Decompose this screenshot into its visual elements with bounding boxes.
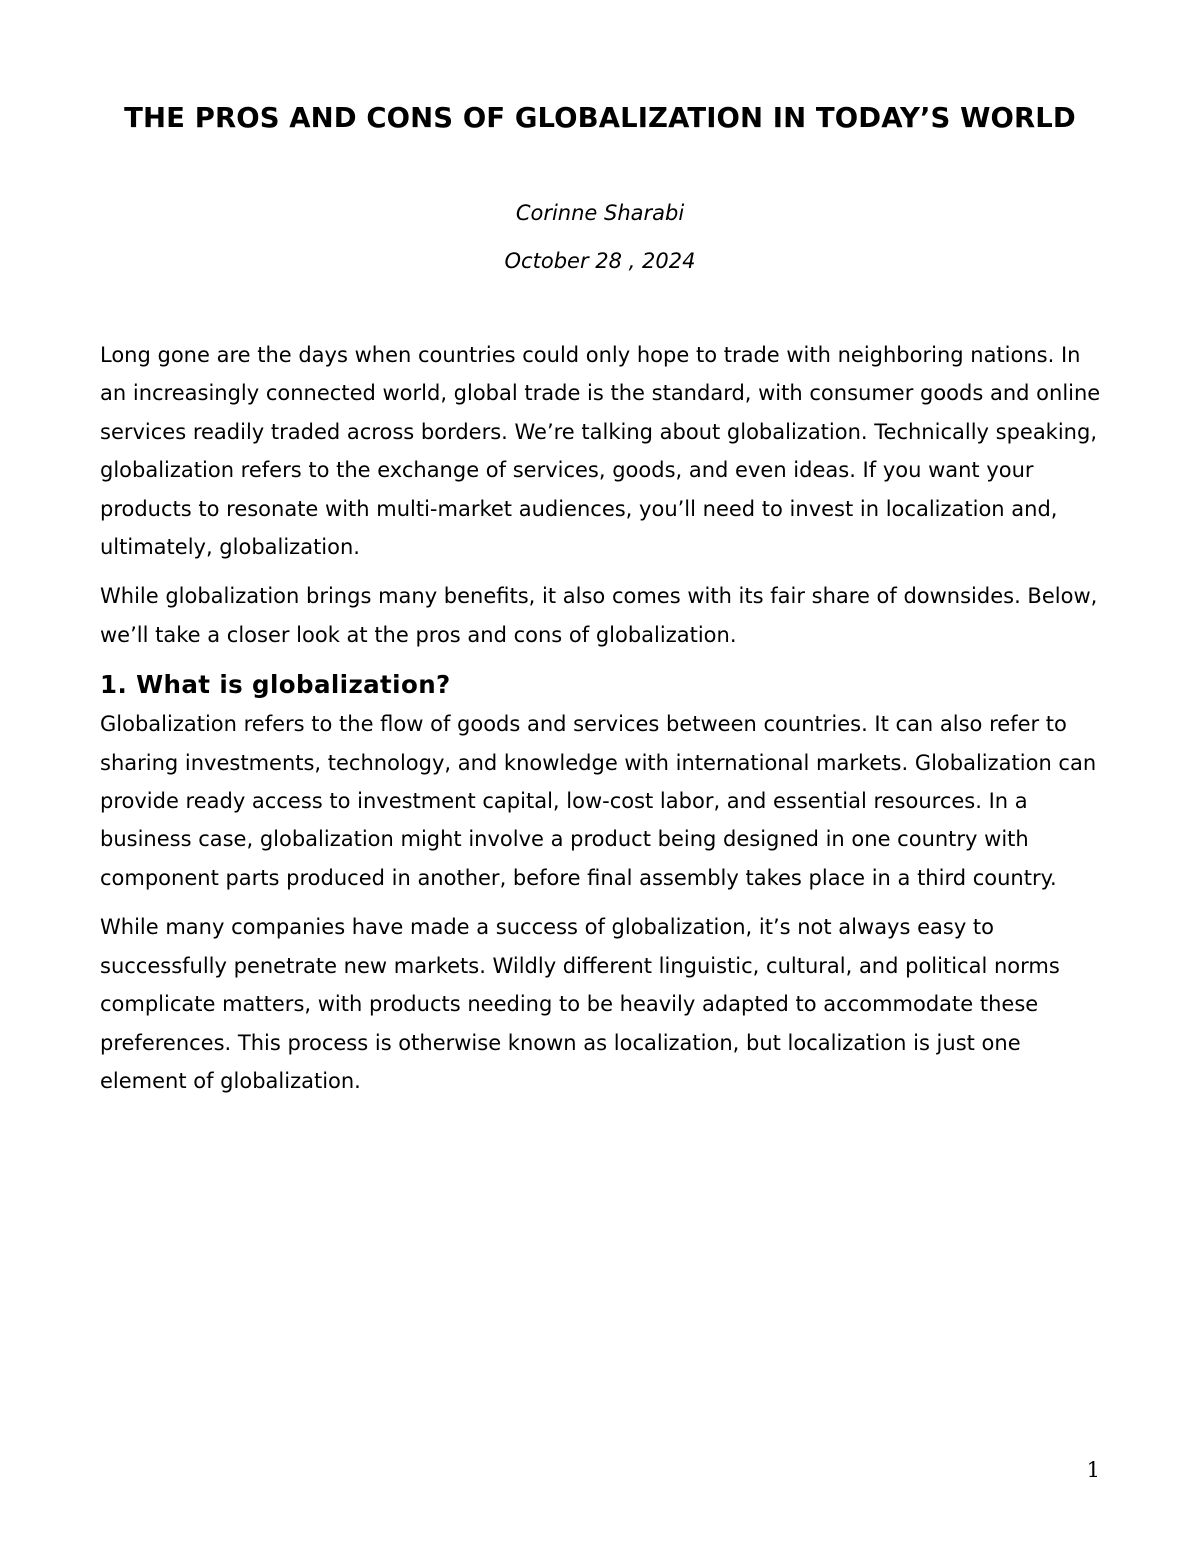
intro-paragraph: While globalization brings many benefits, it also comes with its fair share of downsides. Below, we’ll take a closer look at the pros and cons of globalization.	[100, 584, 1098, 647]
author-name: Corinne Sharabi	[515, 201, 685, 225]
section-paragraph: While many companies have made a success of globalization, it’s not always easy to successfully penetrate new markets. Wildly different linguistic, cultural, and political norms complicate matters, with products needing to be heavily adapted to accommodate these preferences. This process is otherwise known as localization, but localization is just one element of globalization.	[100, 915, 1060, 1093]
document-date: October 28 , 2024	[504, 249, 696, 273]
page-number: 1	[1086, 1458, 1100, 1482]
document-title: THE PROS AND CONS OF GLOBALIZATION IN TODAY’S WORLD	[124, 102, 1076, 134]
section-paragraph: Globalization refers to the flow of goods and services between countries. It can also refer to sharing investments, technology, and knowledge with international markets. Globalization can provide ready access to investment capital, low-cost labor, and essential resources. In a business case, globalization might involve a product being designed in one country with component parts produced in another, before final assembly takes place in a third country.	[100, 712, 1097, 890]
section-heading: 1. What is globalization?	[100, 670, 451, 700]
document-body	[100, 336, 1102, 1111]
intro-paragraph: Long gone are the days when countries could only hope to trade with neighboring nations. In an increasingly connected world, global trade is the standard, with consumer goods and online services readily traded across borders. We’re talking about globalization. Technically speaking, globalization refers to the exchange of services, goods, and even ideas. If you want your products to resonate with multi-market audiences, you’ll need to invest in localization and, ultimately, globalization.	[100, 343, 1101, 560]
